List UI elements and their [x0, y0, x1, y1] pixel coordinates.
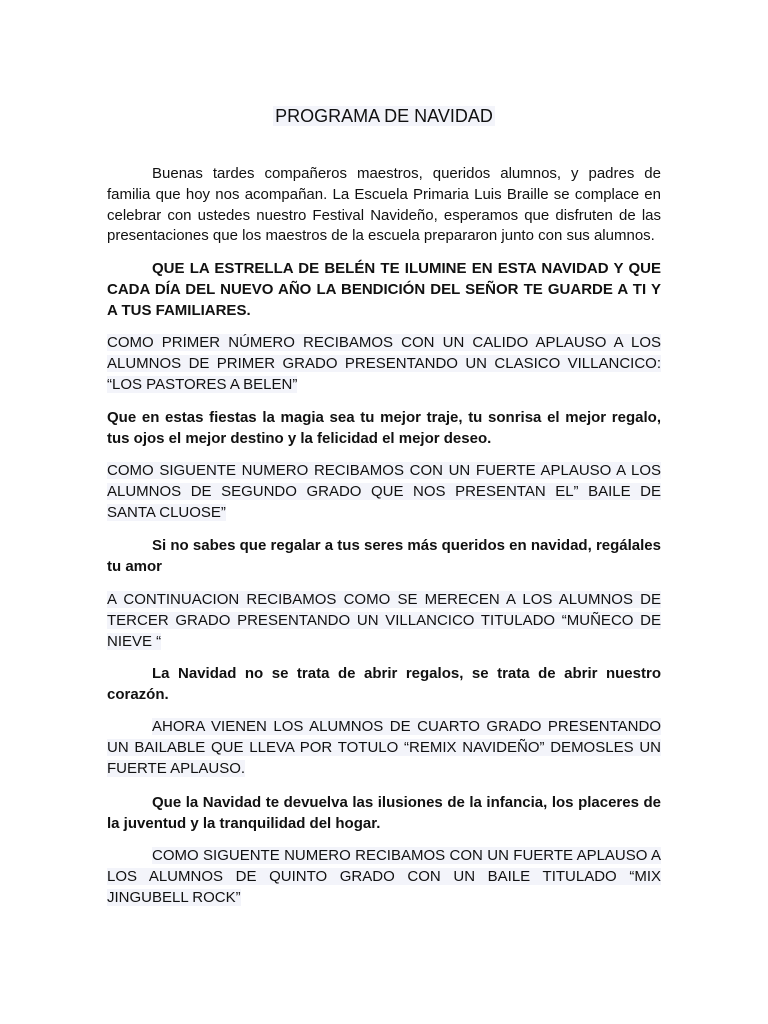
fourth-number-text: AHORA VIENEN LOS ALUMNOS DE CUARTO GRADO PRESENTANDO UN BAILABLE QUE LLEVA POR TOTULO “REMIX NAVIDEÑO” DEMOSLES UN FUERTE APLAUSO. [107, 718, 661, 777]
love-quote-paragraph: Si no sabes que regalar a tus seres más queridos en navidad, regálales tu amor [107, 537, 661, 575]
fourth-number-paragraph [107, 717, 661, 779]
magic-quote-paragraph: Que en estas fiestas la magia sea tu mejor traje, tu sonrisa el mejor regalo, tus ojos el mejor destino y la felicidad el mejor deseo. [107, 409, 661, 447]
first-number-text: COMO PRIMER NÚMERO RECIBAMOS CON UN CALIDO APLAUSO A LOS ALUMNOS DE PRIMER GRADO PRESENTANDO UN CLASICO VILLANCICO: “LOS PASTORES A BELEN” [107, 334, 661, 393]
fifth-number-paragraph [107, 846, 661, 908]
document-title-text: PROGRAMA DE NAVIDAD [275, 106, 493, 127]
third-number-paragraph [107, 590, 661, 652]
document-title [107, 104, 661, 128]
intro-paragraph: Buenas tardes compañeros maestros, queridos alumnos, y padres de familia que hoy nos acompañan. La Escuela Primaria Luis Braille se complace en celebrar con ustedes nuestro Festival Navideño, esperamos que disfruten de las presentaciones que los maestros de la escuela prepararon junto con sus alumnos. [107, 165, 661, 245]
third-number-text: A CONTINUACION RECIBAMOS COMO SE MERECEN A LOS ALUMNOS DE TERCER GRADO PRESENTANDO UN VILLANCICO TITULADO “MUÑECO DE NIEVE “ [107, 591, 661, 650]
heart-quote-paragraph: La Navidad no se trata de abrir regalos, se trata de abrir nuestro corazón. [107, 665, 661, 703]
illusions-quote-paragraph: Que la Navidad te devuelva las ilusiones de la infancia, los placeres de la juventud y la tranquilidad del hogar. [107, 794, 661, 832]
second-number-text: COMO SIGUENTE NUMERO RECIBAMOS CON UN FUERTE APLAUSO A LOS ALUMNOS DE SEGUNDO GRADO QUE NOS PRESENTAN EL” BAILE DE SANTA CLUOSE” [107, 462, 661, 521]
fifth-number-text: COMO SIGUENTE NUMERO RECIBAMOS CON UN FUERTE APLAUSO A LOS ALUMNOS DE QUINTO GRADO CON UN BAILE TITULADO “MIX JINGUBELL ROCK” [107, 847, 661, 906]
second-number-paragraph [107, 461, 661, 523]
blessing-paragraph: QUE LA ESTRELLA DE BELÉN TE ILUMINE EN ESTA NAVIDAD Y QUE CADA DÍA DEL NUEVO AÑO LA BENDICIÓN DEL SEÑOR TE GUARDE A TI Y A TUS FAMILIARES. [107, 260, 661, 319]
first-number-paragraph [107, 333, 661, 395]
